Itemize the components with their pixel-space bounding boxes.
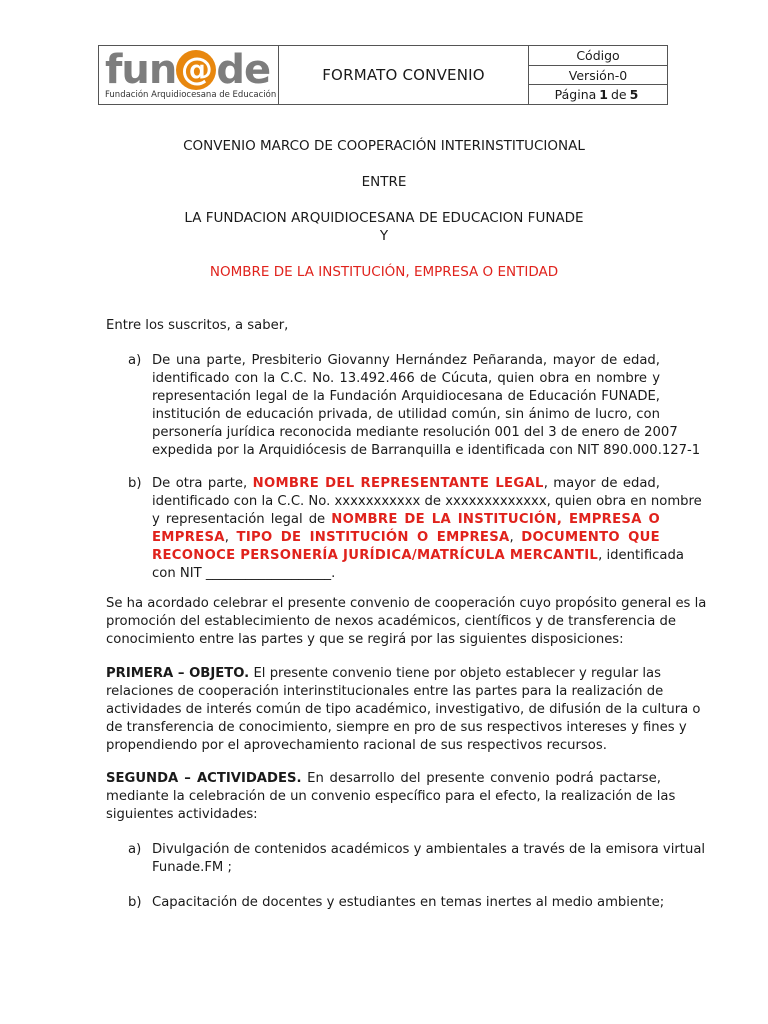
agreement-title: CONVENIO MARCO DE COOPERACIÓN INTERINSTITUCIONAL <box>183 138 585 154</box>
party-entity-title: NOMBRE DE LA INSTITUCIÓN, EMPRESA O ENTIDAD <box>209 264 559 280</box>
and-label: Y <box>379 228 389 244</box>
party-funade-title: LA FUNDACION ARQUIDIOCESANA DE EDUCACION FUNADE <box>184 210 584 226</box>
party-a-label: a) <box>128 353 142 368</box>
logo-at-icon: @ <box>176 50 216 90</box>
intro-text: Entre los suscritos, a saber, <box>106 318 289 333</box>
agreement-paragraph: Se ha acordado celebrar el presente convenio de cooperación cuyo propósito general es la promoción del establecimiento de nexos académicos, científicos y de transferencia de conocimiento entre las partes y que se regirá por las siguientes disposiciones: <box>106 596 707 647</box>
party-b-label: b) <box>128 476 142 491</box>
codigo-label: Código <box>529 46 667 66</box>
clause-segunda-heading: SEGUNDA – ACTIVIDADES. <box>106 771 302 786</box>
institution-type-placeholder: TIPO DE INSTITUCIÓN O EMPRESA <box>236 530 510 545</box>
clause-primera: PRIMERA – OBJETO. El presente convenio tiene por objeto establecer y regular las relaciones de cooperación interinstitucionales entre las partes para la realización de actividades de interés común de tipo académico, investigativo, de difusión de la cultura o de transferencia de conocimiento, siempre en pro de sus respectivos intereses y fines y propendiendo por el aprovechamiento racional de sus respectivos recursos. <box>106 666 701 753</box>
page-indicator: Página 1 de 5 <box>554 87 639 103</box>
header-meta <box>529 46 667 104</box>
activity-b: Capacitación de docentes y estudiantes en temas inertes al medio ambiente; <box>152 895 665 910</box>
document-header-table <box>98 45 668 105</box>
format-title: FORMATO CONVENIO <box>279 46 529 104</box>
version-label: Versión-0 <box>529 66 667 86</box>
institution-placeholder: NOMBRE DE LA INSTITUCIÓN, EMPRESA O <box>331 512 661 527</box>
between-label: ENTRE <box>361 174 407 190</box>
clause-segunda: SEGUNDA – ACTIVIDADES. En desarrollo del presente convenio podrá pactarse, mediante la celebración de un convenio específico para el efecto, la realización de las siguientes actividades: <box>106 771 676 822</box>
logo-wordmark: fun @ de <box>105 47 271 93</box>
activity-a-label: a) <box>128 842 142 857</box>
funade-logo <box>99 46 279 104</box>
clause-primera-heading: PRIMERA – OBJETO. <box>106 666 250 681</box>
document-placeholder: DOCUMENTO QUE <box>521 530 660 545</box>
representative-placeholder: NOMBRE DEL REPRESENTANTE LEGAL <box>252 476 544 491</box>
activity-a: Divulgación de contenidos académicos y ambientales a través de la emisora virtual Funade.FM ; <box>152 842 706 875</box>
logo-tagline: Fundación Arquidiocesana de Educación <box>105 90 277 100</box>
activity-b-label: b) <box>128 895 142 910</box>
party-b-paragraph: De otra parte, NOMBRE DEL REPRESENTANTE LEGAL, mayor de edad, identificado con la C.C. No. xxxxxxxxxxx de xxxxxxxxxxxxx, quien obra en nombre y representación legal de NOMBRE DE LA INSTITUCIÓN, EMPRESA O EMPRESA, TIPO DE INSTITUCIÓN O EMPRESA, DOCUMENTO QUE RECONOCE PERSONERÍA JURÍDICA/MATRÍCULA MERCANTIL, identificada con NIT ___________________. <box>152 476 702 581</box>
party-a-paragraph: De una parte, Presbiterio Giovanny Hernández Peñaranda, mayor de edad, identificado con la C.C. No. 13.492.466 de Cúcuta, quien obra en nombre y representación legal de la Fundación Arquidiocesana de Educación FUNADE, institución de educación privada, de utilidad común, sin ánimo de lucro, con personería jurídica reconocida mediante resolución 001 del 3 de enero de 2007 expedida por la Arquidiócesis de Barranquilla e identificada con NIT 890.000.127-1 <box>152 353 701 458</box>
